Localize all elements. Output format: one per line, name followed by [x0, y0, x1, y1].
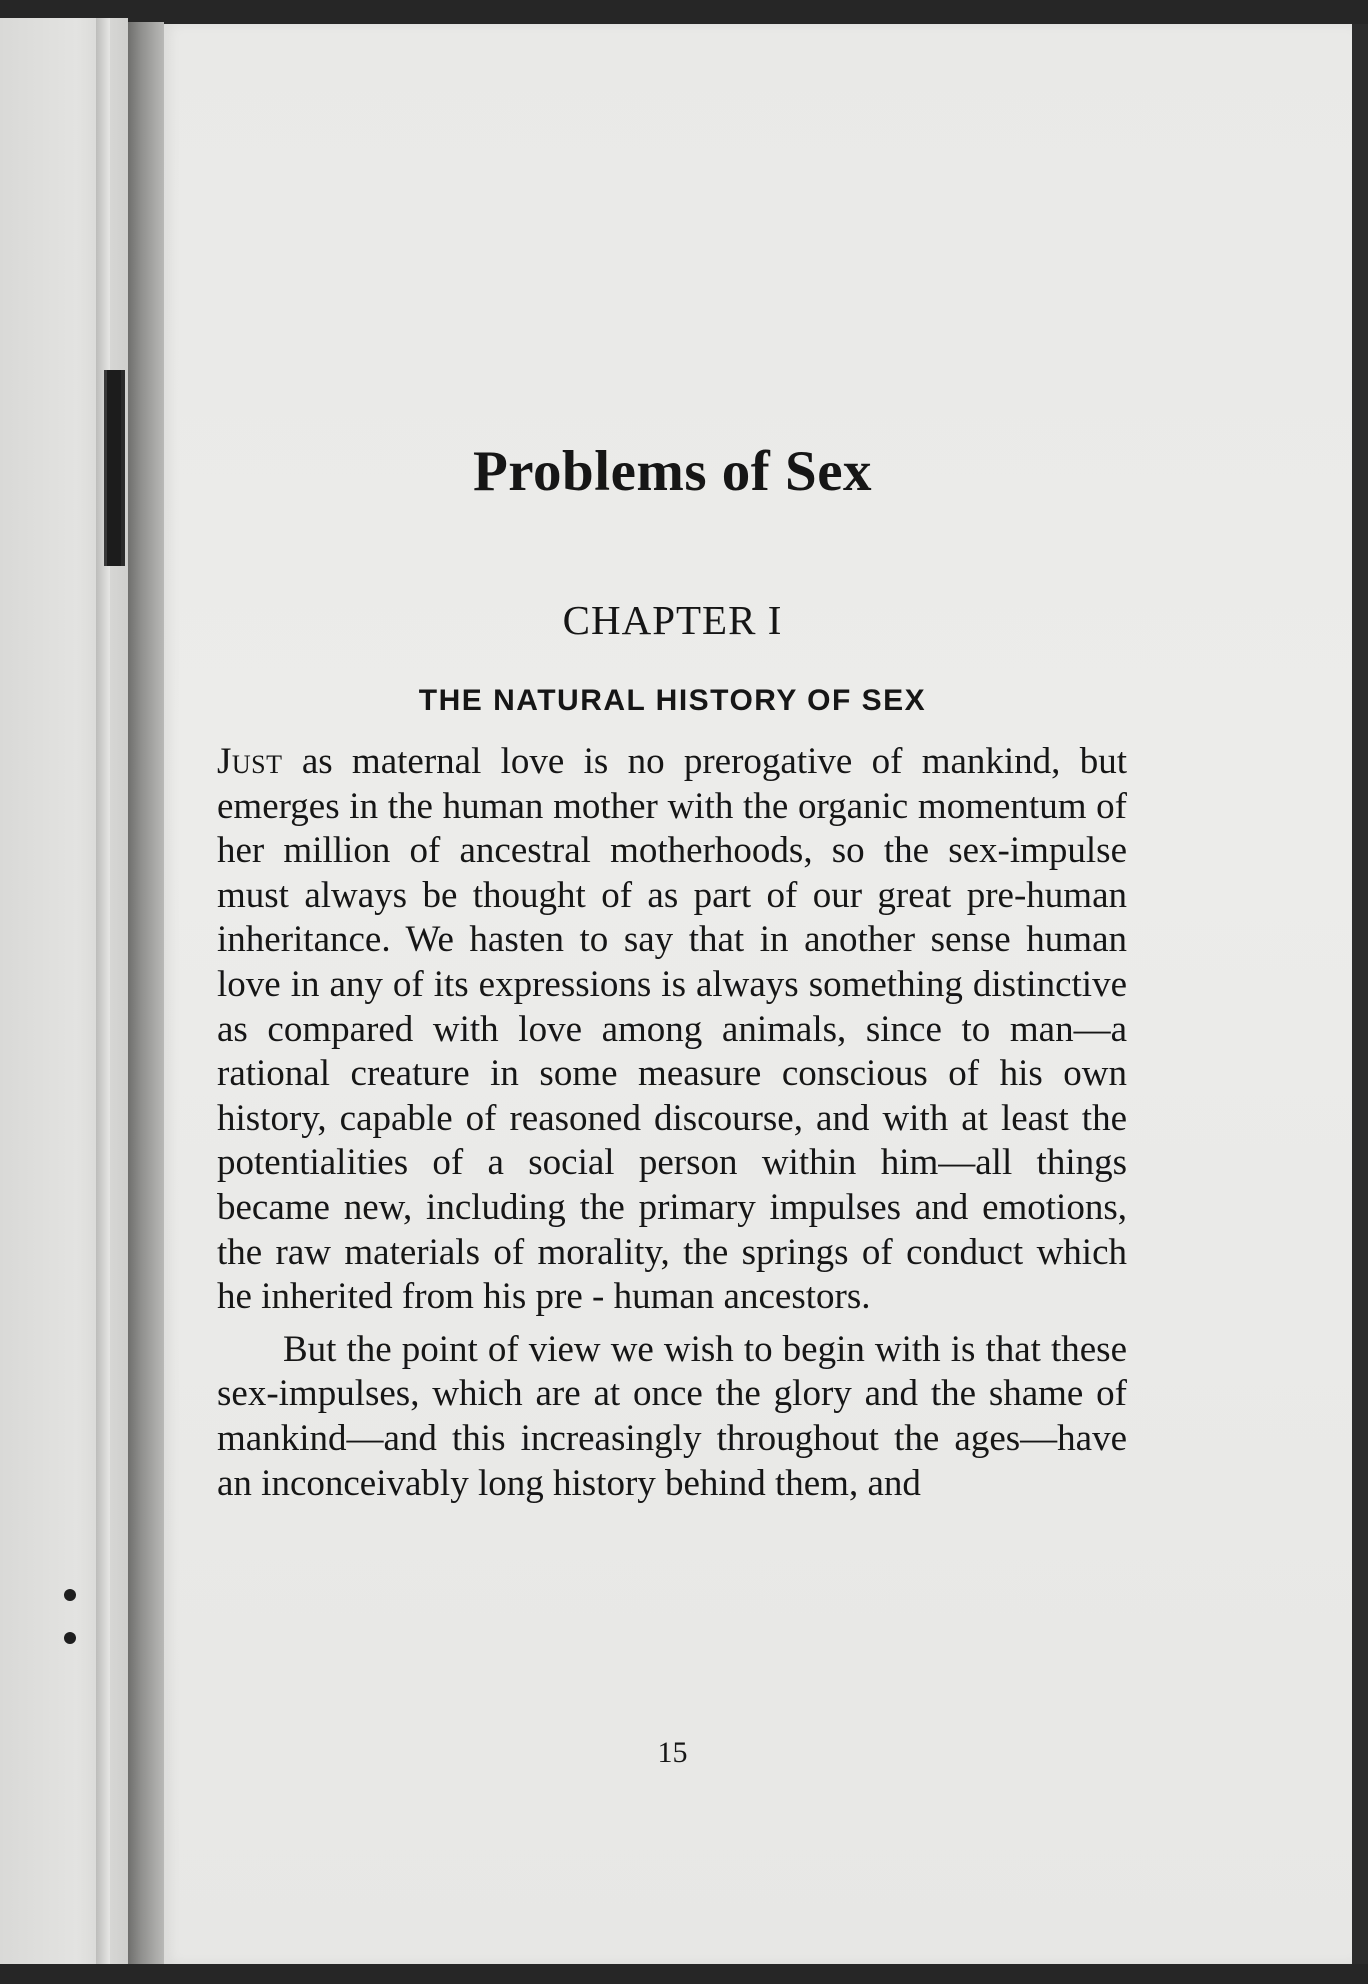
book-title: Problems of Sex	[472, 440, 873, 503]
body-text	[217, 740, 1127, 1506]
binding-hole	[64, 1589, 76, 1601]
bottom-scan-border	[0, 1964, 1368, 1984]
paragraph-lead: Just	[217, 741, 283, 782]
binding-clip	[104, 370, 125, 566]
binding-hole	[64, 1632, 76, 1644]
chapter-number: CHAPTER I	[562, 597, 783, 643]
paragraph: But the point of view we wish to begin with is that these sex-impulses, which are at once the glory and the shame of mankind—and this increasingly throughout the ages—have an inconceivably long history behind them, and	[217, 1328, 1127, 1504]
paragraph	[217, 740, 1127, 1320]
page-number: 15	[657, 1736, 688, 1769]
left-page-margin	[96, 18, 110, 1966]
book-page	[164, 24, 1354, 1964]
book-gutter	[128, 22, 164, 1967]
chapter-title: THE NATURAL HISTORY OF SEX	[418, 684, 927, 717]
right-scan-border	[1352, 24, 1368, 1984]
paragraph-text: as maternal love is no prerogative of mankind, but emerges in the human mother with the organic momentum of her million of ancestral motherhoods, so the sex-impulse must always be thought of as part of our great pre-human inheritance. We hasten to say that in another sense human love in any of its expressions is always something distinctive as compared with love among animals, since to man—a rational creature in some measure conscious of his own history, capable of reasoned discourse, and with at least the potentialities of a social person within him—all things became new, including the primary impulses and emotions, the raw materials of morality, the springs of conduct which he inherited from his pre - human ancestors.	[217, 741, 1127, 1318]
